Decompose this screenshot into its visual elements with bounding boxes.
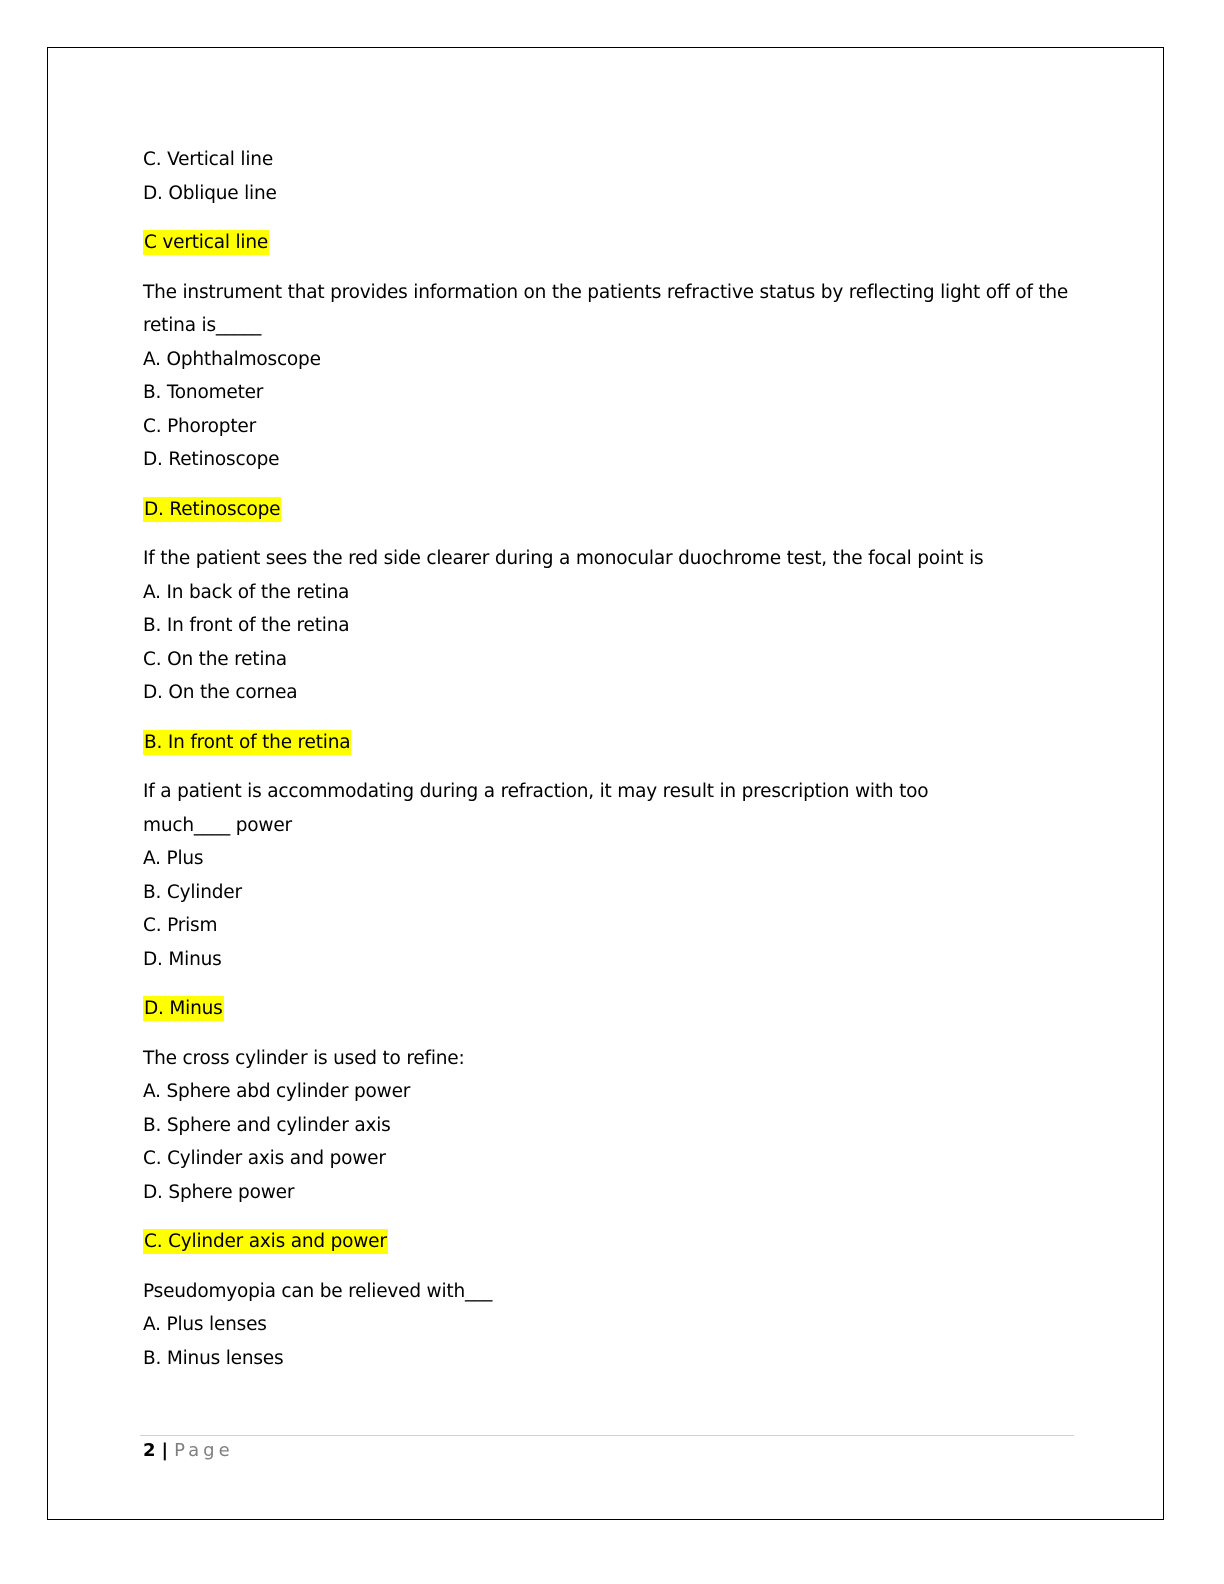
- option-a: A. In back of the retina: [143, 581, 350, 603]
- footer-separator: |: [161, 1440, 169, 1461]
- option-d: D. Retinoscope: [143, 449, 280, 470]
- option-a: A. Sphere abd cylinder power: [143, 1081, 411, 1102]
- question-text: If a patient is accommodating during a refraction, it may result in prescription with too much____ power: [143, 781, 929, 836]
- option-d: D. Oblique line: [143, 182, 277, 204]
- option-c: C. Cylinder axis and power: [143, 1148, 386, 1169]
- question-text: Pseudomyopia can be relieved with___: [143, 1280, 493, 1302]
- option-b: B. In front of the retina: [143, 615, 350, 636]
- option-b: B. Tonometer: [143, 382, 264, 403]
- option-d: D. On the cornea: [143, 682, 298, 703]
- option-a: A. Plus: [143, 848, 204, 869]
- option-b: B. Cylinder: [143, 881, 242, 903]
- document-body: [143, 143, 1073, 1375]
- question-text: If the patient sees the red side clearer during a monocular duochrome test, the focal point is: [143, 548, 984, 569]
- answer-highlight: C vertical line: [144, 232, 269, 253]
- question-block: [143, 542, 1073, 710]
- question-text: The instrument that provides information on the patients refractive status by reflecting light off of the retina is_____: [143, 281, 1069, 336]
- question-block: [143, 1042, 1073, 1210]
- answer-highlight: C. Cylinder axis and power: [144, 1231, 387, 1252]
- page-label: Page: [174, 1440, 234, 1461]
- option-c: C. On the retina: [143, 648, 287, 670]
- option-c: C. Prism: [143, 915, 218, 936]
- question-block: [143, 775, 1073, 976]
- page-footer: [143, 1440, 234, 1461]
- answer-highlight: D. Minus: [144, 998, 223, 1019]
- option-d: D. Minus: [143, 948, 222, 970]
- option-b: B. Minus lenses: [143, 1347, 284, 1369]
- page-number: 2: [143, 1440, 156, 1461]
- option-c: C. Vertical line: [143, 149, 273, 170]
- option-d: D. Sphere power: [143, 1181, 295, 1203]
- question-block: [143, 276, 1073, 477]
- footer-rule: [140, 1435, 1074, 1436]
- option-a: A. Ophthalmoscope: [143, 348, 321, 370]
- question-block: [143, 1275, 1073, 1376]
- option-a: A. Plus lenses: [143, 1314, 267, 1335]
- option-c: C. Phoropter: [143, 415, 256, 437]
- answer-highlight: B. In front of the retina: [144, 731, 351, 753]
- question-text: The cross cylinder is used to refine:: [143, 1047, 465, 1069]
- question-block: [143, 143, 1073, 210]
- option-b: B. Sphere and cylinder axis: [143, 1114, 391, 1136]
- answer-highlight: D. Retinoscope: [144, 498, 281, 520]
